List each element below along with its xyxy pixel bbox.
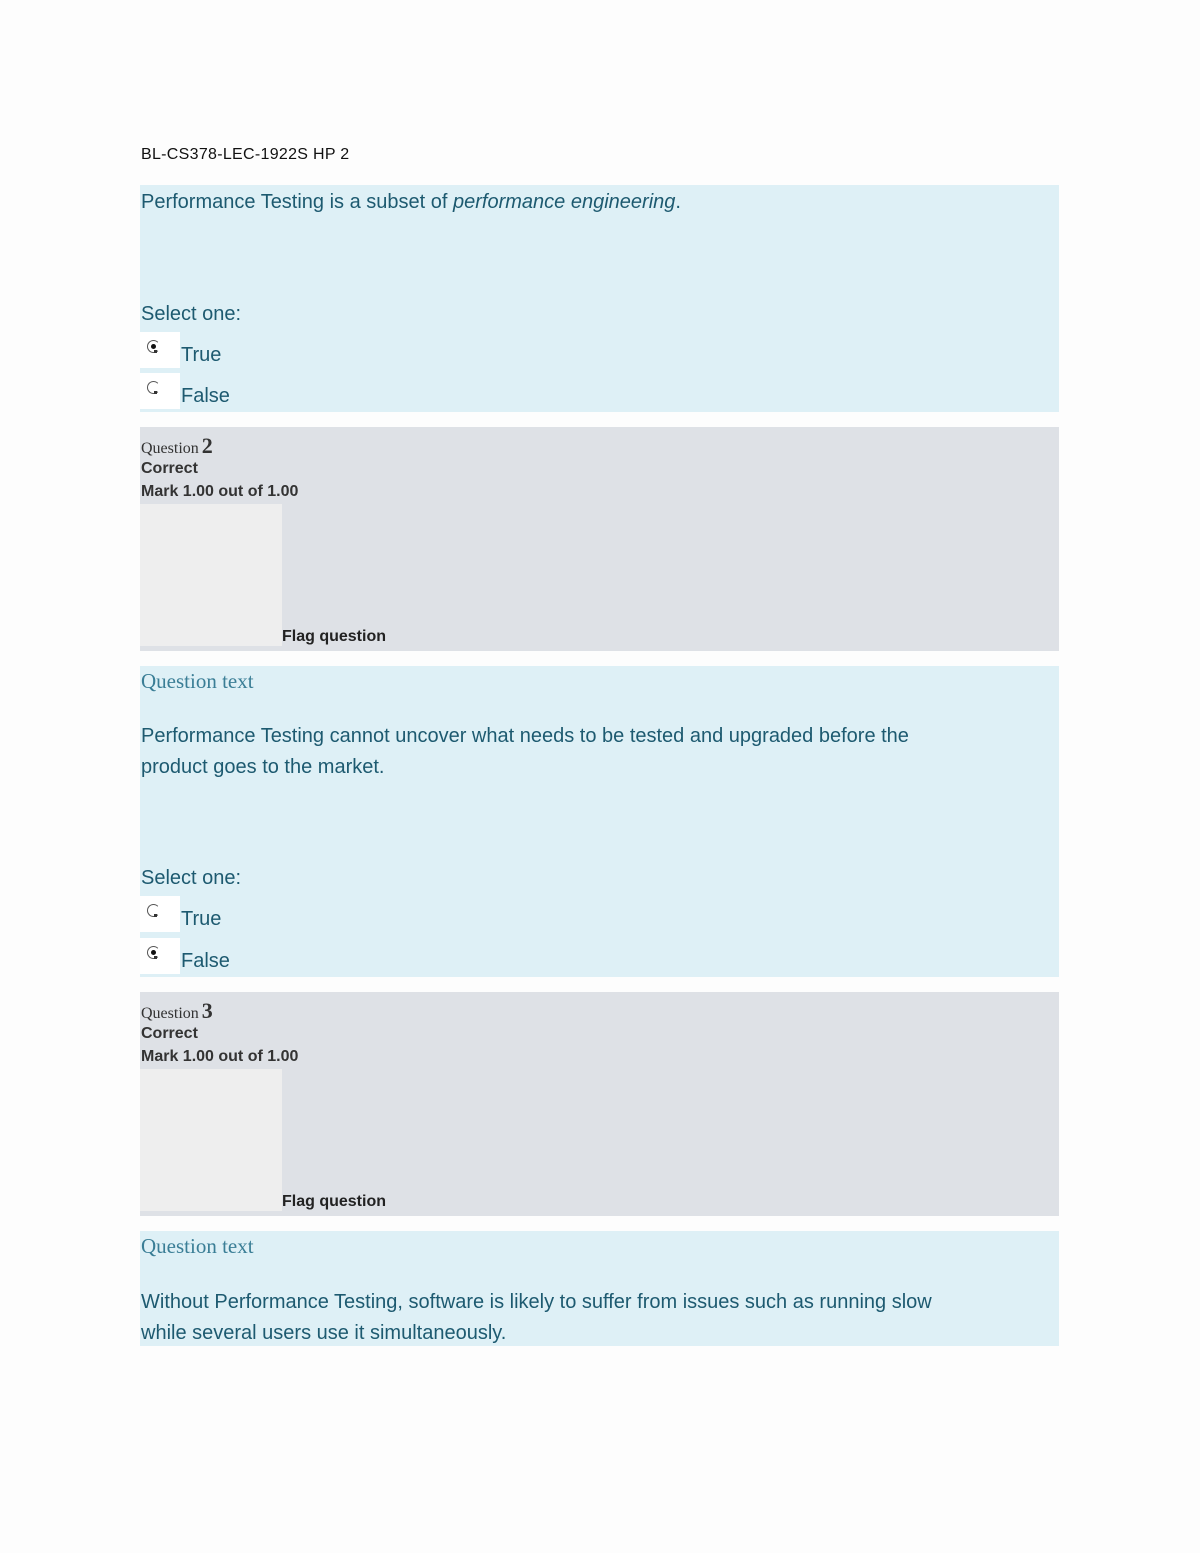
radio-tick <box>154 914 157 917</box>
question-2-text: Performance Testing cannot uncover what needs to be tested and upgraded before the product goes to the market. <box>141 725 909 778</box>
flag-question-link[interactable]: Flag question <box>282 1193 386 1210</box>
document-header: BL-CS378-LEC-1922S HP 2 <box>141 146 350 163</box>
question-3-text-block <box>140 1231 1059 1346</box>
question-1-text: Performance Testing is a subset of performance engineering. <box>141 191 681 213</box>
option-label: False <box>181 950 230 972</box>
question-2-info <box>140 427 1059 651</box>
question-text-heading: Question text <box>141 669 254 693</box>
question-number: Question 2 <box>141 433 213 458</box>
option-label: True <box>181 908 222 930</box>
option-label: False <box>181 385 230 407</box>
radio-box[interactable] <box>140 938 180 974</box>
question-grade: Mark 1.00 out of 1.00 <box>141 1048 299 1065</box>
option-false[interactable] <box>140 373 440 411</box>
select-one-prompt: Select one: <box>141 867 242 889</box>
question-number: Question 3 <box>141 998 213 1023</box>
flag-icon[interactable] <box>140 1069 282 1211</box>
radio-tick <box>154 391 157 394</box>
question-state: Correct <box>141 1025 198 1042</box>
flag-question-link[interactable]: Flag question <box>282 628 386 645</box>
option-false[interactable] <box>140 938 440 976</box>
question-1-text-block <box>140 185 1059 412</box>
option-label: True <box>181 344 222 366</box>
radio-box[interactable] <box>140 373 180 409</box>
radio-box[interactable] <box>140 896 180 932</box>
question-state: Correct <box>141 460 198 477</box>
radio-box[interactable] <box>140 332 180 368</box>
question-text-heading: Question text <box>141 1234 254 1258</box>
flag-icon[interactable] <box>140 504 282 646</box>
radio-tick <box>154 956 157 959</box>
select-one-prompt: Select one: <box>141 303 242 325</box>
radio-tick <box>154 350 157 353</box>
question-grade: Mark 1.00 out of 1.00 <box>141 483 299 500</box>
question-3-text: Without Performance Testing, software is likely to suffer from issues such as running slow while several users use it simultaneously. <box>141 1291 932 1344</box>
question-3-info <box>140 992 1059 1216</box>
option-true[interactable] <box>140 332 440 370</box>
option-true[interactable] <box>140 896 440 934</box>
question-2-text-block <box>140 666 1059 977</box>
